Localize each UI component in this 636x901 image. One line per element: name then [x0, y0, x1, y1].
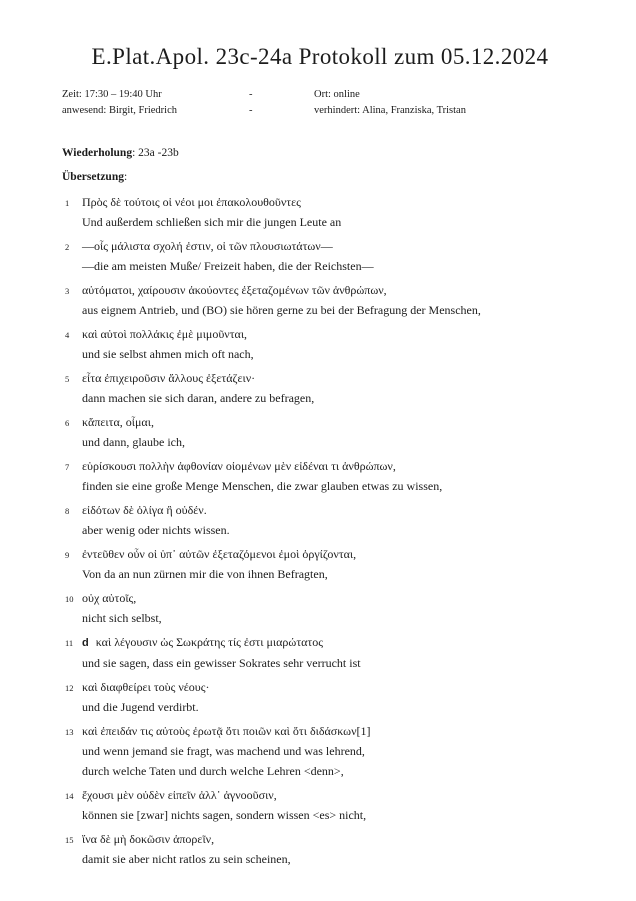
german-line: Und außerdem schließen sich mir die jungen Leute an: [82, 215, 342, 229]
item-lines: [82, 324, 578, 364]
translation-item: [62, 500, 578, 540]
line-number: 3: [65, 286, 70, 296]
page-title: E.Plat.Apol. 23c-24a Protokoll zum 05.12.2024: [91, 44, 549, 69]
stephanus-marker: d: [82, 637, 89, 649]
german-line: dann machen sie sich daran, andere zu befragen,: [82, 391, 315, 405]
german-line: und die Jugend verdirbt.: [82, 700, 199, 714]
item-lines: [82, 785, 578, 825]
translation-item: [62, 721, 578, 781]
wiederholung-heading: [62, 145, 578, 161]
german-line: und dann, glaube ich,: [82, 435, 185, 449]
greek-line: d καὶ λέγουσιν ὡς Σωκράτης τίς ἐστι μιαρώτατος: [82, 635, 324, 649]
translation-item: [62, 456, 578, 496]
line-number: 10: [65, 594, 74, 604]
greek-line: αὐτόματοι, χαίρουσιν ἀκούοντες ἐξεταζομένων τῶν ἀνθρώπων,: [82, 283, 387, 297]
meta-zeit: Zeit: 17:30 – 19:40 Uhr: [62, 89, 162, 100]
translation-item: [62, 412, 578, 452]
german-line: nicht sich selbst,: [82, 611, 162, 625]
line-number: 4: [65, 330, 70, 340]
item-lines: [82, 236, 578, 276]
uebersetzung-label: Übersetzung: [62, 171, 124, 183]
greek-line: ἵνα δὲ μὴ δοκῶσιν ἀπορεῖν,: [82, 832, 215, 846]
item-lines: [82, 456, 578, 496]
translation-item: [62, 368, 578, 408]
greek-line: καὶ ἐπειδάν τις αὐτοὺς ἐρωτᾷ ὅτι ποιῶν καὶ ὅτι διδάσκων[1]: [82, 724, 371, 738]
meta-anwesend: anwesend: Birgit, Friedrich: [62, 105, 177, 116]
line-number: 11: [65, 638, 74, 648]
german-line: damit sie aber nicht ratlos zu sein scheinen,: [82, 852, 291, 866]
item-lines: [82, 829, 578, 869]
greek-line: καὶ αὐτοὶ πολλάκις ἐμὲ μιμοῦνται,: [82, 327, 248, 341]
greek-line: οὐχ αὑτοῖς,: [82, 591, 137, 605]
meta-row-attendance: [62, 103, 578, 119]
wiederholung-value: : 23a -23b: [132, 147, 179, 159]
uebersetzung-heading: [62, 169, 578, 185]
german-line: —die am meisten Muße/ Freizeit haben, die der Reichsten—: [82, 259, 374, 273]
translation-item: [62, 677, 578, 717]
greek-line: —οἷς μάλιστα σχολή ἐστιν, οἱ τῶν πλουσιωτάτων—: [82, 239, 333, 253]
greek-line: ἔχουσι μὲν οὐδὲν εἰπεῖν ἀλλ᾽ ἀγνοοῦσιν,: [82, 788, 277, 802]
item-lines: [82, 412, 578, 452]
translation-item: [62, 544, 578, 584]
line-number: 9: [65, 550, 70, 560]
line-number: 6: [65, 418, 70, 428]
item-lines: [82, 368, 578, 408]
line-number: 8: [65, 506, 70, 516]
greek-line: καὶ διαφθείρει τοὺς νέους·: [82, 680, 210, 694]
translation-list: [62, 192, 578, 869]
line-number: 15: [65, 835, 74, 845]
item-lines: [82, 632, 578, 673]
meta-separator-1: -: [249, 89, 253, 100]
german-line: und sie sagen, dass ein gewisser Sokrates sehr verrucht ist: [82, 656, 361, 670]
line-number: 7: [65, 462, 70, 472]
item-lines: [82, 280, 578, 320]
line-number: 5: [65, 374, 70, 384]
german-line: können sie [zwar] nichts sagen, sondern wissen <es> nicht,: [82, 808, 367, 822]
translation-item: [62, 236, 578, 276]
translation-item: [62, 324, 578, 364]
line-number: 13: [65, 727, 74, 737]
german-line: aber wenig oder nichts wissen.: [82, 523, 230, 537]
item-lines: [82, 677, 578, 717]
translation-item: [62, 785, 578, 825]
meta-verhindert: verhindert: Alina, Franziska, Tristan: [314, 105, 466, 116]
greek-line: εἰδότων δὲ ὀλίγα ἢ οὐδέν.: [82, 503, 207, 517]
wiederholung-label: Wiederholung: [62, 147, 133, 159]
translation-item: [62, 588, 578, 628]
translation-item: [62, 632, 578, 673]
german-line: und wenn jemand sie fragt, was machend und was lehrend,: [82, 744, 365, 758]
greek-line: κἄπειτα, οἶμαι,: [82, 415, 154, 429]
german-line: und sie selbst ahmen mich oft nach,: [82, 347, 254, 361]
german-line: aus eignem Antrieb, und (BO) sie hören gerne zu bei der Befragung der Menschen,: [82, 303, 481, 317]
uebersetzung-value: :: [123, 171, 128, 183]
item-lines: [82, 500, 578, 540]
german-line: finden sie eine große Menge Menschen, die zwar glauben etwas zu wissen,: [82, 479, 443, 493]
greek-line: εὑρίσκουσι πολλὴν ἀφθονίαν οἰομένων μὲν εἰδέναι τι ἀνθρώπων,: [82, 459, 396, 473]
meta-block: [62, 87, 578, 119]
translation-item: [62, 192, 578, 232]
line-number: 1: [65, 198, 70, 208]
german-line: durch welche Taten und durch welche Lehren <denn>,: [82, 764, 344, 778]
line-number: 12: [65, 683, 74, 693]
translation-item: [62, 829, 578, 869]
item-lines: [82, 721, 578, 781]
item-lines: [82, 544, 578, 584]
line-number: 14: [65, 791, 74, 801]
item-lines: [82, 588, 578, 628]
greek-line: Πρὸς δὲ τούτοις οἱ νέοι μοι ἐπακολουθοῦντες: [82, 195, 301, 209]
translation-item: [62, 280, 578, 320]
meta-ort: Ort: online: [314, 89, 360, 100]
meta-row-time: [62, 87, 578, 103]
greek-line: ἐντεῦθεν οὖν οἱ ὑπ᾽ αὐτῶν ἐξεταζόμενοι ἐμοὶ ὀργίζονται,: [82, 547, 357, 561]
greek-line: εἶτα ἐπιχειροῦσιν ἄλλους ἐξετάζειν·: [82, 371, 256, 385]
item-lines: [82, 192, 578, 232]
german-line: Von da an nun zürnen mir die von ihnen Befragten,: [82, 567, 328, 581]
meta-separator-2: -: [249, 105, 253, 116]
line-number: 2: [65, 242, 70, 252]
